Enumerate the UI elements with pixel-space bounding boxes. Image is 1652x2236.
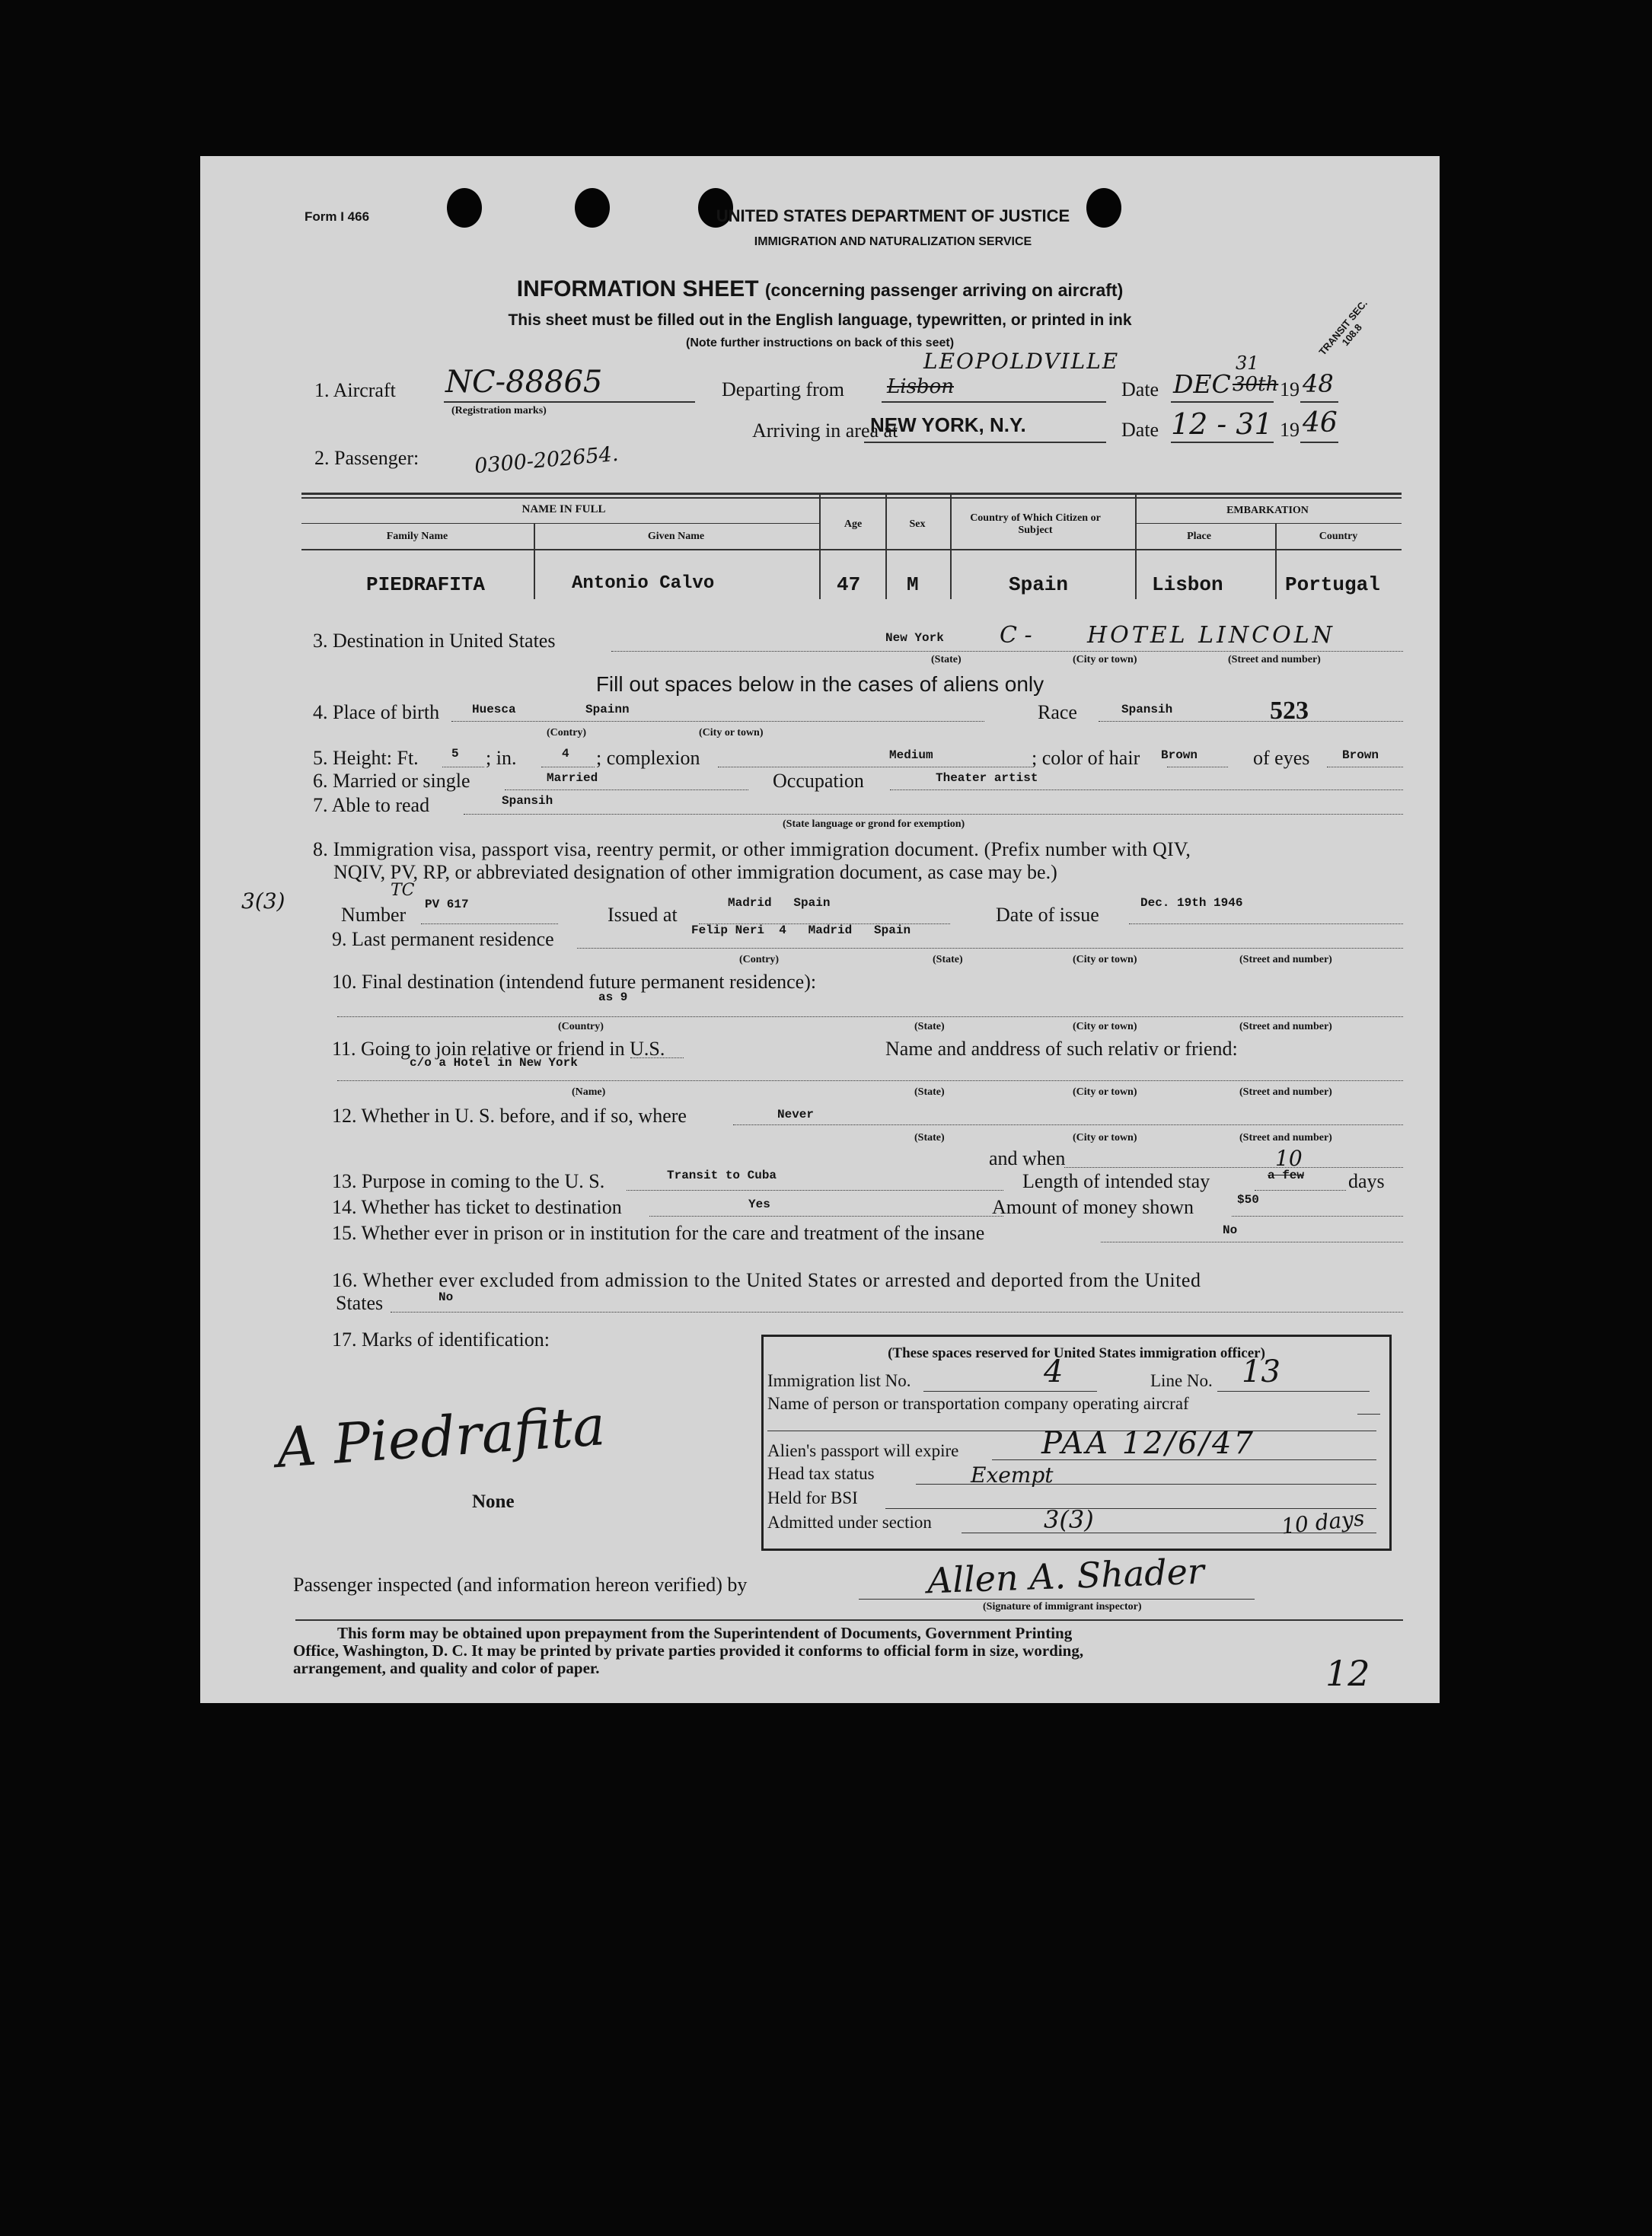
transit-stamp: TRANSIT SEC. 108.8 [1316, 297, 1370, 358]
date-month: DEC [1173, 369, 1231, 399]
before-label: 12. Whether in U. S. before, and if so, where [332, 1105, 687, 1127]
inspector-caption: (Signature of immigrant inspector) [983, 1601, 1142, 1612]
stay-days: days [1348, 1170, 1385, 1192]
residence-label: 9. Last permanent residence [332, 928, 554, 950]
family-name-header: Family Name [386, 531, 448, 542]
visa-text-1: 8. Immigration visa, passport visa, reentry permit, or other immigration document. (Prefix number with QIV, [313, 838, 1191, 860]
inspector-signature: Allen A. Shader [926, 1550, 1205, 1602]
read-caption: (State language or grond for exemption) [783, 818, 965, 830]
bsi-label: Held for BSI [767, 1488, 858, 1507]
ticket-label: 14. Whether has ticket to destination [332, 1196, 622, 1218]
embark-place-value: Lisbon [1152, 573, 1223, 596]
race-value: Spansih [1121, 703, 1173, 716]
final-dest-cap-street: (Street and number) [1239, 1021, 1332, 1032]
admitted-days: 10 days [1280, 1505, 1366, 1539]
read-label: 7. Able to read [313, 794, 430, 816]
punch-hole [575, 188, 610, 228]
line-label: Line No. [1150, 1371, 1213, 1390]
join-value: c/o a Hotel in New York [410, 1056, 578, 1070]
operator-label: Name of person or transportation company operating aircraf [767, 1394, 1189, 1413]
residence-cap-city: (City or town) [1073, 954, 1137, 965]
destination-cap-street: (Street and number) [1228, 654, 1321, 665]
visa-issued: Madrid Spain [728, 896, 831, 910]
date-year: 48 [1303, 369, 1334, 398]
residence-cap-country: (Contry) [739, 954, 780, 965]
visa-number-prefix: TC [391, 881, 415, 900]
married-value: Married [547, 771, 598, 785]
visa-number: PV 617 [425, 898, 469, 911]
visa-date: Dec. 19th 1946 [1140, 896, 1243, 910]
tax-label: Head tax status [767, 1464, 875, 1483]
date-day-struck: 30th [1233, 373, 1279, 396]
destination-street: HOTEL LINCOLN [1087, 622, 1335, 649]
height-in: 4 [562, 747, 569, 761]
join-cap-state: (State) [914, 1086, 945, 1098]
page-number: 12 [1325, 1653, 1370, 1694]
final-dest-label: 10. Final destination (intendend future permanent residence): [332, 971, 817, 993]
birth-label: 4. Place of birth [313, 701, 440, 723]
final-dest-value: as 9 [598, 990, 628, 1004]
before-value: Never [777, 1108, 815, 1121]
date-label: Date [1121, 378, 1159, 400]
sex-value: M [907, 573, 919, 596]
form-sheet [200, 156, 1440, 1703]
embarkation-header: EMBARKATION [1226, 505, 1309, 516]
destination-label: 3. Destination in United States [313, 630, 556, 652]
join-cap-city: (City or town) [1073, 1086, 1137, 1098]
birth-cap-country: (Contry) [547, 727, 587, 738]
height-ft: 5 [451, 747, 459, 761]
instruction-note: (Note further instructions on back of this seet) [685, 337, 955, 349]
department-name: UNITED STATES DEPARTMENT OF JUSTICE [716, 206, 1070, 225]
inspected-label: Passenger inspected (and information hereon verified) by [293, 1574, 748, 1596]
punch-hole [447, 188, 482, 228]
given-name-value: Antonio Calvo [572, 573, 715, 594]
excluded-label-1: 16. Whether ever excluded from admission to the United States or arrested and deported from the United [332, 1269, 1201, 1291]
arriving-value: NEW YORK, N.Y. [870, 413, 1026, 436]
date2-label: Date [1121, 419, 1159, 441]
passport-label: Alien's passport will expire [767, 1441, 959, 1460]
line-value: 13 [1242, 1354, 1280, 1389]
country-header: Country of Which Citizen or Subject [970, 512, 1101, 536]
date2-year: 46 [1303, 407, 1338, 439]
passport-value: PAA 12/6/47 [1041, 1426, 1255, 1461]
passenger-label: 2. Passenger: [314, 447, 419, 469]
sheet-subtitle: (concerning passenger arriving on aircraft) [764, 280, 1124, 300]
complexion-label: ; complexion [596, 747, 700, 769]
stay-label: Length of intended stay [1022, 1170, 1210, 1192]
race-code: 523 [1270, 697, 1309, 725]
residence-value: Felip Neri 4 Madrid Spain [691, 923, 911, 937]
read-value: Spansih [502, 794, 553, 808]
marks-label: 17. Marks of identification: [332, 1329, 550, 1351]
date-day: 31 [1236, 352, 1259, 374]
join-cap-street: (Street and number) [1239, 1086, 1332, 1098]
age-value: 47 [837, 573, 861, 596]
sex-header: Sex [909, 518, 926, 530]
departing-struck: Lisbon [887, 375, 954, 398]
eyes-value: Brown [1342, 748, 1379, 762]
birth-cap-city: (City or town) [699, 727, 764, 738]
sheet-title: INFORMATION SHEET [516, 276, 759, 301]
excluded-value: No [439, 1290, 454, 1304]
age-header: Age [844, 518, 863, 530]
tax-value: Exempt [971, 1462, 1054, 1488]
residence-cap-street: (Street and number) [1239, 954, 1332, 965]
place-header: Place [1187, 531, 1211, 542]
citizenship-value: Spain [1009, 573, 1069, 596]
departing-value: LEOPOLDVILLE [923, 349, 1120, 374]
before-cap-city: (City or town) [1073, 1132, 1137, 1144]
service-name: IMMIGRATION AND NATURALIZATION SERVICE [754, 235, 1032, 248]
final-dest-cap-city: (City or town) [1073, 1021, 1137, 1032]
arriving-label: Arriving in area at [752, 419, 898, 442]
height-in-label: ; in. [486, 747, 517, 769]
complexion-value: Medium [889, 748, 933, 762]
eyes-label: of eyes [1253, 747, 1310, 769]
aircraft-label: 1. Aircraft [314, 379, 396, 401]
list-label: Immigration list No. [767, 1371, 911, 1390]
section-label: Admitted under section [767, 1513, 932, 1532]
passenger-signature: A Piedrafita [274, 1393, 608, 1480]
money-value: $50 [1237, 1193, 1259, 1207]
destination-cap-city: (City or town) [1073, 654, 1137, 665]
footer-line-3: arrangement, and quality and color of paper. [293, 1659, 600, 1677]
aircraft-value: NC-88865 [445, 365, 603, 400]
final-dest-cap-country: (Country) [558, 1021, 604, 1032]
visa-issued-label: Issued at [608, 904, 678, 926]
prison-value: No [1223, 1223, 1238, 1237]
visa-text-2: NQIV, PV, RP, or abbreviated designation of other immigration document, as case may be.) [333, 861, 1057, 883]
excluded-label-2: States [336, 1292, 384, 1314]
registration-caption: (Registration marks) [451, 405, 547, 416]
visa-number-label: Number [341, 904, 407, 926]
join-label: 11. Going to join relative or friend in U.S. [332, 1038, 665, 1060]
race-label: Race [1038, 701, 1077, 723]
birth-city: Spainn [585, 703, 630, 716]
destination-state: New York [885, 631, 944, 645]
country2-header: Country [1319, 531, 1358, 542]
before-cap-state: (State) [914, 1132, 945, 1144]
date2-year-prefix: 19 [1280, 419, 1300, 441]
occupation-label: Occupation [773, 770, 864, 792]
height-label: 5. Height: Ft. [313, 747, 419, 769]
before-cap-street: (Street and number) [1239, 1132, 1332, 1144]
embark-country-value: Portugal [1285, 573, 1380, 596]
departing-label: Departing from [722, 378, 845, 400]
visa-margin-note: 3(3) [241, 888, 285, 914]
purpose-value: Transit to Cuba [667, 1169, 777, 1182]
destination-cap-state: (State) [931, 654, 962, 665]
list-value: 4 [1044, 1354, 1064, 1389]
join-name-label: Name and anddress of such relativ or friend: [885, 1038, 1238, 1060]
instruction: This sheet must be filled out in the English language, typewritten, or printed in ink [508, 311, 1132, 329]
marks-value: None [472, 1491, 515, 1512]
form-number: Form I 466 [305, 209, 370, 224]
married-label: 6. Married or single [313, 770, 470, 792]
name-in-full-header: NAME IN FULL [521, 503, 606, 515]
family-name-value: PIEDRAFITA [366, 573, 486, 596]
residence-cap-state: (State) [933, 954, 963, 965]
file-number: 0300-202654. [474, 442, 620, 479]
section-value: 3(3) [1044, 1505, 1094, 1534]
destination-city: C - [1000, 622, 1032, 649]
date-year-prefix: 19 [1280, 378, 1300, 400]
stay-struck: a few [1268, 1169, 1305, 1182]
stay-value: 10 [1275, 1146, 1303, 1171]
ticket-value: Yes [748, 1198, 770, 1211]
footer-line-1: This form may be obtained upon prepayment from the Superintendent of Documents, Government Printing [337, 1624, 1073, 1642]
before-when-label: and when [989, 1147, 1066, 1169]
sheet-title-line [200, 276, 1440, 302]
aliens-heading: Fill out spaces below in the cases of aliens only [595, 672, 1044, 696]
join-cap-name: (Name) [572, 1086, 606, 1098]
officer-box-title: (These spaces reserved for United States immigration officer) [888, 1345, 1265, 1361]
final-dest-cap-state: (State) [914, 1021, 945, 1032]
visa-date-label: Date of issue [996, 904, 1099, 926]
purpose-label: 13. Purpose in coming to the U. S. [332, 1170, 605, 1192]
hair-value: Brown [1161, 748, 1198, 762]
prison-label: 15. Whether ever in prison or in institution for the care and treatment of the insane [332, 1222, 985, 1244]
given-name-header: Given Name [647, 531, 705, 542]
footer-line-2: Office, Washington, D. C. It may be printed by private parties provided it conforms to official form in size, wording, [293, 1641, 1084, 1660]
occupation-value: Theater artist [936, 771, 1038, 785]
money-label: Amount of money shown [992, 1196, 1194, 1218]
date2-value: 12 - 31 [1171, 407, 1273, 441]
birth-country: Huesca [472, 703, 516, 716]
hair-label: ; color of hair [1032, 747, 1140, 769]
